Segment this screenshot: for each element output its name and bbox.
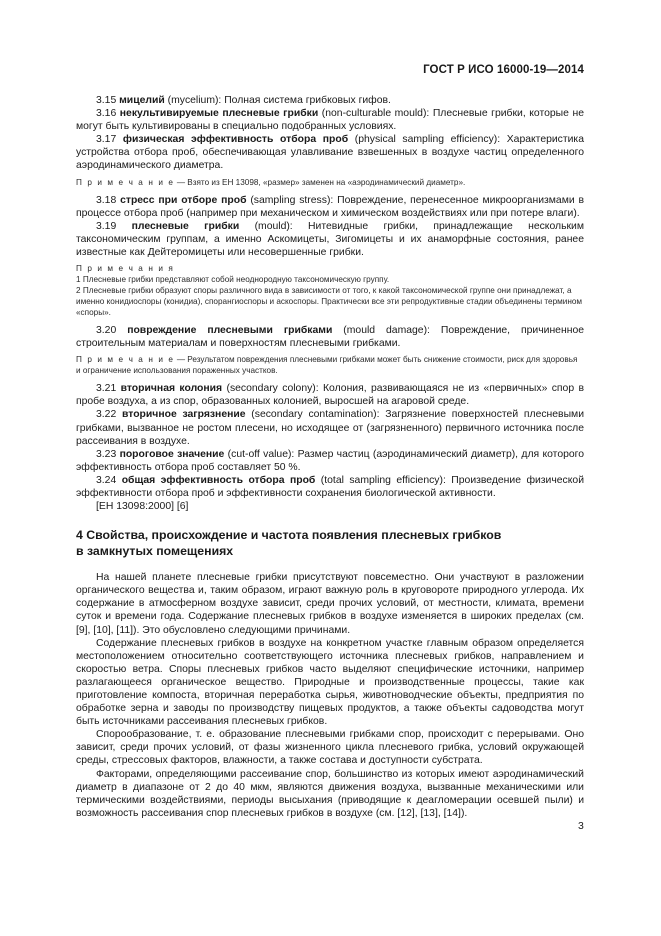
section-title xyxy=(76,527,584,559)
body-paragraph: Содержание плесневых грибков в воздухе на конкретном участке главным образом определяется местоположением относительно соответствующего источника плесневых грибков, направлением и скоростью ветра. Споры плесневых грибков часто выделяют специфические источники, например разлагающееся органическое вещество. Природные и производственные процессы, такие как приготовление компоста, вторичная переработка сырья, животноводческие объекты, предприятия по обработке зерна и заводы по производству пищевых продуктов, а также объекты садоводства могут быть источниками рассеивания плесневых грибков. xyxy=(76,637,584,728)
definition-3-23 xyxy=(76,448,584,474)
def-num: 3.24 xyxy=(96,474,117,486)
definition-3-15 xyxy=(76,94,584,107)
note-label: П р и м е ч а н и е xyxy=(76,177,175,187)
def-text: (secondary contamination): Загрязнение поверхностей плесневыми грибками, вызванное не ростом плесени, но исходящее от (загрязненного) первичного источника после рассеивания в воздухе. xyxy=(76,409,584,447)
def-num: 3.21 xyxy=(96,383,117,395)
standard-header: ГОСТ Р ИСО 16000-19—2014 xyxy=(423,64,584,76)
def-text: (mycelium): Полная система грибковых гифов. xyxy=(164,95,391,106)
section-title-line: в замкнутых помещениях xyxy=(76,544,234,559)
def-term: вторичное загрязнение xyxy=(122,409,246,421)
def-text: (sampling stress): Повреждение, перенесенное микроорганизмами в процессе отбора проб (например при механическом и химическом воздействиях или при потере влаги). xyxy=(76,194,585,219)
body-paragraph: На нашей планете плесневые грибки присутствуют повсеместно. Они участвуют в разложении органического вещества и, таким образом, играют важную роль в круговороте природного углерода. Их содержание в атмосферном воздухе зависит, среди прочих условий, от местности, климата, времени суток и времени года. Содержание плесневых грибков в воздухе изменяется в широких пределах (см. [9], [10], [11]). Это обусловлено следующими причинами. xyxy=(76,572,584,636)
def-term: стресс при отборе проб xyxy=(120,194,247,206)
definition-3-24 xyxy=(76,474,584,500)
def-text: (non-culturable mould): Плесневые грибки, которые не могут быть культивированы в специально подобранных условиях. xyxy=(76,108,584,133)
def-term: мицелий xyxy=(119,95,165,106)
note-label: П р и м е ч а н и я xyxy=(76,264,175,274)
note-1 xyxy=(76,177,584,188)
definition-3-17 xyxy=(76,133,584,172)
def-num: 3.16 xyxy=(96,108,117,120)
def-num: 3.15 xyxy=(96,95,117,106)
note-2 xyxy=(76,263,584,318)
definition-3-22 xyxy=(76,408,584,447)
note-3 xyxy=(76,354,584,376)
def-num: 3.20 xyxy=(96,325,117,337)
note-item: 1 Плесневые грибки представляют собой неоднородную таксономическую группу. xyxy=(76,275,390,285)
note-text: — Результатом повреждения плесневыми грибками может быть снижение стоимости, риск для здоровья и ограничение использования пораженных участков. xyxy=(76,355,578,376)
note-text: — Взято из ЕН 13098, «размер» заменен на «аэродинамический диаметр». xyxy=(174,177,466,187)
def-term: физическая эффективность отбора проб xyxy=(122,134,349,146)
section-title-line: 4 Свойства, происхождение и частота появления плесневых грибков xyxy=(76,528,502,543)
def-num: 3.18 xyxy=(96,194,117,206)
def-text: (total sampling efficiency): Произведение физической эффективности отбора проб и эффективности сохранения биологической активности. xyxy=(76,474,584,499)
definition-3-18 xyxy=(76,194,584,220)
def-num: 3.22 xyxy=(96,409,117,421)
def-text: (mould): Нитевидные грибки, принадлежащие нескольким таксономическим группам, а именно Аскомицеты, Зигомицеты и их анаморфные состояния, ранее известные как Дейтеромицеты или несовершенные грибки. xyxy=(76,220,584,258)
def-num: 3.19 xyxy=(96,220,117,232)
definition-3-19 xyxy=(76,220,584,259)
definition-3-16 xyxy=(76,107,584,133)
body-paragraph: Спорообразование, т. е. образование плесневыми грибками спор, происходит с перерывами. Оно зависит, среди прочих условий, от фазы жизненного цикла плесневого грибка, условий окружающей среды, стрессовых факторов, влажности, а также состава и доступности субстрата. xyxy=(76,729,584,767)
note-item: 2 Плесневые грибки образуют споры различного вида в зависимости от того, к какой таксономической группе они принадлежат, а именно конидиоспоры (конидиа), спорангиоспоры и аскоспоры. Практически все эти репродуктивные стадии объединены термином «споры». xyxy=(76,286,583,318)
reference: [ЕН 13098:2000] [6] xyxy=(96,501,189,513)
def-term: общая эффективность отбора проб xyxy=(121,474,316,486)
def-term: вторичная колония xyxy=(120,383,223,395)
page-content xyxy=(76,94,584,820)
def-num: 3.17 xyxy=(96,134,117,146)
def-text: (cut-off value): Размер частиц (аэродинамический диаметр), для которого эффективность отбора проб составляет 50 %. xyxy=(76,448,584,473)
def-text: (mould damage): Повреждение, причиненное строительным материалам и поверхностям плесневыми грибками. xyxy=(76,325,584,350)
definition-3-21 xyxy=(76,382,584,408)
def-num: 3.23 xyxy=(96,448,117,460)
def-term: пороговое значение xyxy=(119,448,225,460)
body-paragraph: Факторами, определяющими рассеивание спор, большинство из которых имеют аэродинамический диаметр в диапазоне от 2 до 40 мкм, являются движения воздуха, вызванные механическими или термическими воздействиями, периоды высыхания (приводящие к деагломерации осевшей пыли) и возможность рассеивания спор плесневых грибков в воздухе (см. [12], [13], [14]). xyxy=(76,768,584,819)
def-text: (physical sampling efficiency): Характеристика устройства отбора проб, обеспечивающая улавливание взвешенных в воздухе частиц определенного аэродинамического диаметра. xyxy=(76,134,584,172)
def-term: плесневые грибки xyxy=(131,220,240,232)
definition-3-20 xyxy=(76,324,584,350)
note-label: П р и м е ч а н и е xyxy=(76,355,175,365)
def-term: некультивируемые плесневые грибки xyxy=(119,108,319,120)
def-term: повреждение плесневыми грибками xyxy=(127,325,333,337)
def-text: (secondary colony): Колония, развивающаяся не из «первичных» спор в пробе воздуха, а из спор, образованных колонией, выросшей на агаровой среде. xyxy=(76,383,584,408)
page-number: 3 xyxy=(578,820,584,832)
